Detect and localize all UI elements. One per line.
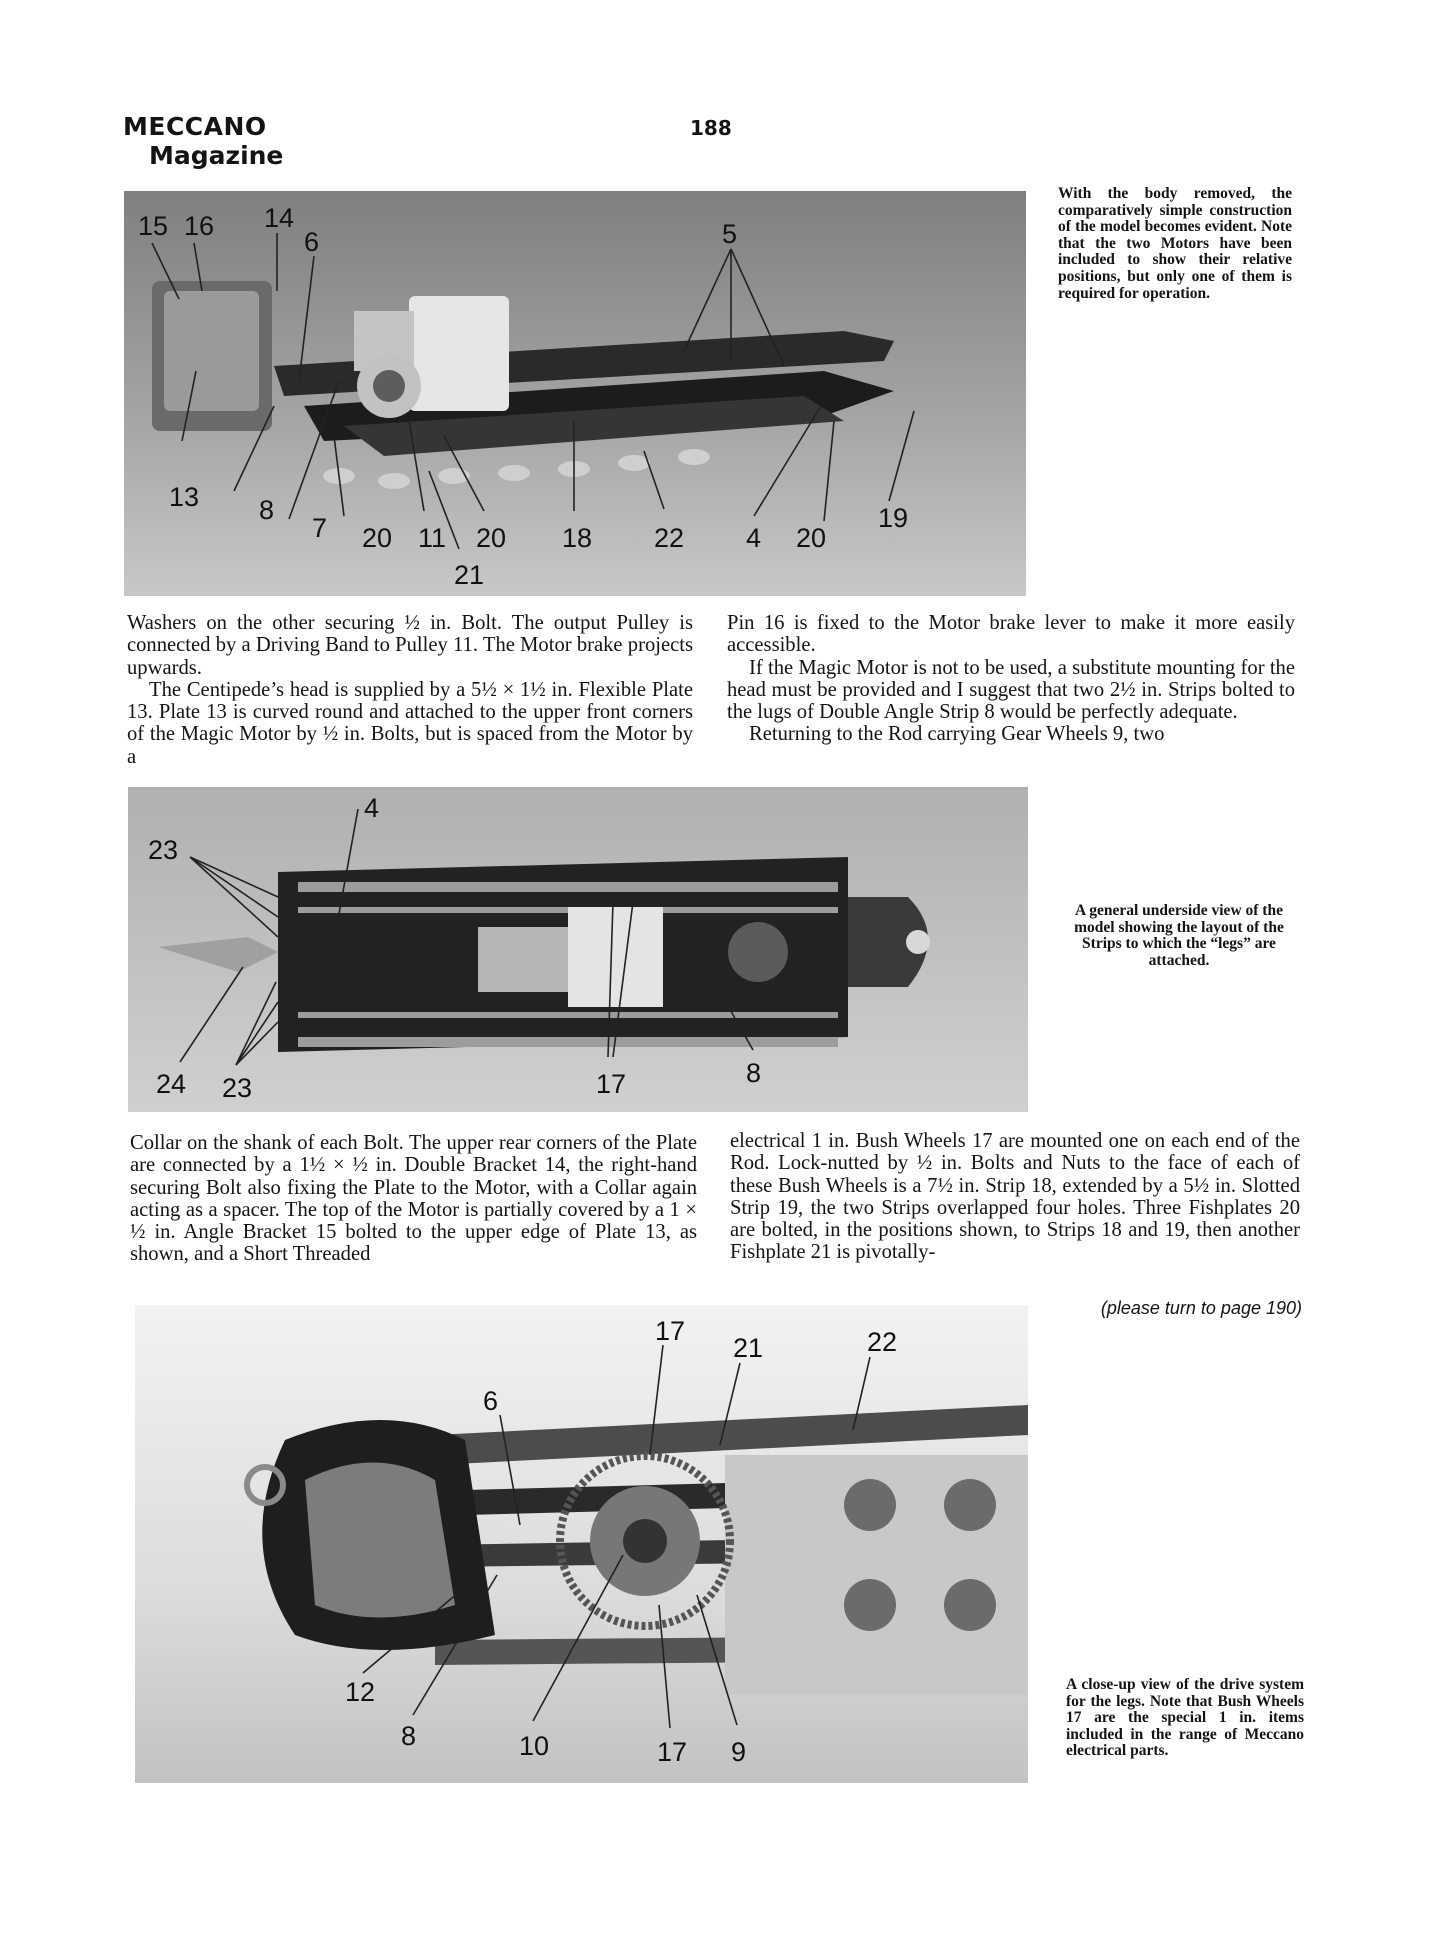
fig1-label: 21	[454, 560, 485, 590]
figure-2-illustration	[128, 787, 1028, 1112]
fig3-label: 17	[657, 1737, 688, 1767]
fig1-label: 15	[138, 211, 169, 241]
figure-1-caption: With the body removed, the comparatively simple construction of the model becomes evident. Note that the two Motors have been included to show their relative positions, but only one of them is required for operation.	[1058, 185, 1292, 302]
fig1-label: 5	[722, 219, 738, 249]
fig1-label: 22	[654, 523, 685, 553]
fig2-label: 23	[222, 1073, 253, 1103]
fig2-label: 24	[156, 1069, 187, 1099]
fig3-label: 10	[519, 1731, 550, 1761]
paragraph: Washers on the other securing ½ in. Bolt. The output Pulley is connected by a Driving Band to Pulley 11. The Motor brake projects upwards.	[127, 612, 693, 679]
paragraph: The Centipede’s head is supplied by a 5½ × 1½ in. Flexible Plate 13. Plate 13 is curved round and attached to the upper front corners of the Magic Motor by ½ in. Bolts, but is spaced from the Motor by a	[127, 678, 693, 768]
fig1-label: 13	[169, 482, 200, 512]
continuation-note: (please turn to page 190)	[1100, 1298, 1302, 1318]
text-column-left-1	[127, 612, 693, 768]
fig3-label: 6	[483, 1386, 499, 1416]
fig3-label: 21	[733, 1333, 764, 1363]
fig1-label: 8	[259, 495, 275, 525]
paragraph: Collar on the shank of each Bolt. The upper rear corners of the Plate are connected by a 1½ × ½ in. Double Bracket 14, the right-hand securing Bolt also fixing the Plate to the Motor, with a Collar again acting as a spacer. The top of the Motor is partially covered by a 1 × ½ in. Angle Bracket 15 bolted to the upper edge of Plate 13, as shown, and a Short Threaded	[130, 1132, 697, 1266]
paragraph: Pin 16 is fixed to the Motor brake lever to make it more easily accessible.	[727, 612, 1295, 657]
text-column-right-2	[730, 1130, 1300, 1264]
fig1-label: 20	[362, 523, 393, 553]
fig1-label: 14	[264, 203, 295, 233]
paragraph: electrical 1 in. Bush Wheels 17 are mounted one on each end of the Rod. Lock-nutted by ½ in. Bolts and Nuts to the face of each of these Bush Wheels is a 7½ in. Strip 18, extended by a 5½ in. Slotted Strip 19, the two Strips overlapped four holes. Three Fishplates 20 are bolted, in the positions shown, to Strips 18 and 19, then another Fishplate 21 is pivotally-	[730, 1130, 1300, 1264]
fig1-label: 11	[418, 523, 447, 553]
figure-2-photo	[128, 787, 1028, 1112]
masthead-title: MECCANO	[123, 112, 267, 141]
figure-2-caption: A general underside view of the model showing the layout of the Strips to which the “legs” are attached.	[1074, 902, 1284, 969]
fig1-label: 19	[878, 503, 909, 533]
figure-1-photo	[124, 191, 1026, 596]
fig3-label: 9	[731, 1737, 747, 1767]
fig1-label: 18	[562, 523, 593, 553]
figure-3-caption: A close-up view of the drive system for the legs. Note that Bush Wheels 17 are the special 1 in. items included in the range of Meccano electrical parts.	[1066, 1676, 1304, 1760]
figure-3-photo	[135, 1305, 1028, 1783]
fig1-label: 4	[746, 523, 762, 553]
fig2-label: 4	[364, 793, 380, 823]
paragraph: Returning to the Rod carrying Gear Wheels 9, two	[749, 723, 1165, 746]
text-column-right-1	[727, 612, 1295, 746]
masthead	[123, 114, 283, 168]
fig3-label: 17	[655, 1316, 686, 1346]
figure-3-illustration	[135, 1305, 1028, 1783]
fig3-label: 12	[345, 1677, 376, 1707]
paragraph: If the Magic Motor is not to be used, a substitute mounting for the head must be provided and I suggest that two 2½ in. Strips bolted to the lugs of Double Angle Strip 8 would be perfectly adequate.	[727, 656, 1295, 724]
figure-1-illustration	[124, 191, 1026, 596]
fig1-label: 6	[304, 227, 320, 257]
fig2-label: 23	[148, 835, 179, 865]
fig1-label: 16	[184, 211, 215, 241]
fig2-label: 17	[596, 1069, 627, 1099]
fig1-label: 20	[476, 523, 507, 553]
fig2-label: 8	[746, 1058, 762, 1088]
text-column-left-2	[130, 1132, 697, 1266]
masthead-subtitle: Magazine	[149, 141, 284, 170]
fig1-label: 7	[312, 513, 328, 543]
page-number: 188	[690, 116, 732, 140]
fig3-label: 22	[867, 1327, 898, 1357]
fig3-label: 8	[401, 1721, 417, 1751]
fig1-label: 20	[796, 523, 827, 553]
